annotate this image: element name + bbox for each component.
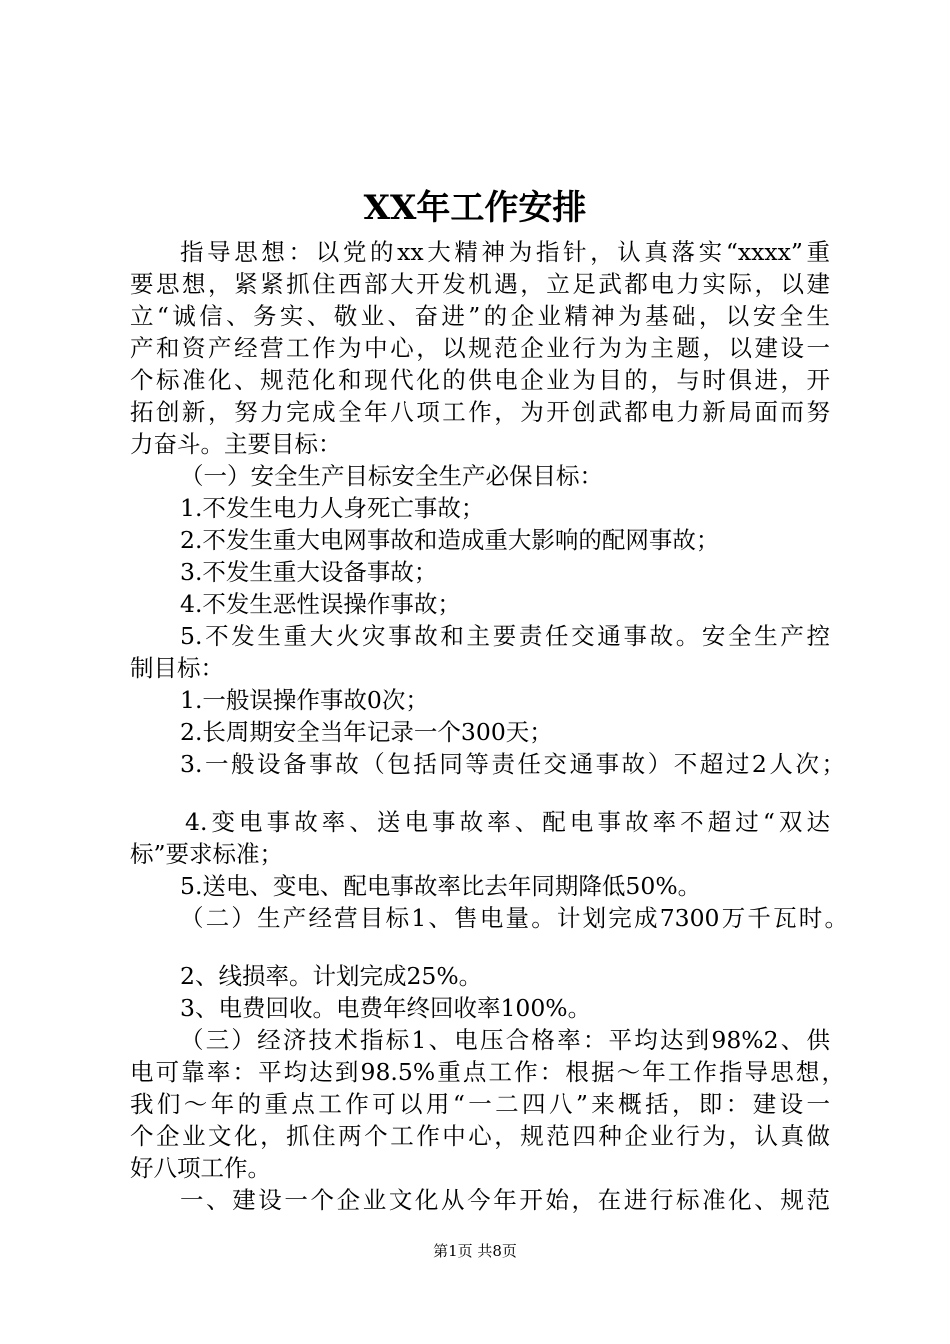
list-item: 5.不发生重大火灾事故和主要责任交通事故。安全生产控 <box>180 622 830 650</box>
text-line: 产和资产经营工作为中心，以规范企业行为为主题，以建设一 <box>130 334 830 362</box>
list-item: 1.一般误操作事故0次； <box>180 686 429 714</box>
list-item: 1.不发生电力人身死亡事故； <box>180 494 485 522</box>
text-line: 好八项工作。 <box>130 1154 271 1182</box>
section-heading: 一、建设一个企业文化从今年开始，在进行标准化、规范 <box>180 1186 830 1214</box>
page-footer: 第1页 共8页 <box>433 1242 517 1260</box>
text-line: 指导思想：以党的xx大精神为指针，认真落实“xxxx”重 <box>180 238 830 266</box>
text-line: 电可靠率：平均达到98.5%重点工作：根据～年工作指导思想， <box>130 1058 845 1086</box>
section-heading: （二）生产经营目标1、售电量。计划完成7300万千瓦时。 <box>180 904 848 932</box>
text-line: 我们～年的重点工作可以用“一二四八”来概括，即：建设一 <box>130 1090 830 1118</box>
list-item: 2、线损率。计划完成25%。 <box>180 962 483 990</box>
list-item: 2.不发生重大电网事故和造成重大影响的配网事故； <box>180 526 720 554</box>
list-item: 3.不发生重大设备事故； <box>180 558 438 586</box>
list-item: 3、电费回收。电费年终回收率100%。 <box>180 994 592 1022</box>
text-line: 制目标： <box>130 654 224 682</box>
section-heading: （三）经济技术指标1、电压合格率：平均达到98%2、供 <box>180 1026 830 1054</box>
text-line: 个企业文化，抓住两个工作中心，规范四种企业行为，认真做 <box>130 1122 830 1150</box>
list-item: 2.长周期安全当年记录一个300天； <box>180 718 553 746</box>
text-line: 力奋斗。主要目标： <box>130 430 342 458</box>
page-title: XX年工作安排 <box>363 188 587 228</box>
list-item: 4.变电事故率、送电事故率、配电事故率不超过“双达 <box>185 808 830 836</box>
list-item: 4.不发生恶性误操作事故； <box>180 590 461 618</box>
text-line: 标”要求标准； <box>130 840 284 868</box>
text-line: 立“诚信、务实、敬业、奋进”的企业精神为基础，以安全生 <box>130 302 830 330</box>
list-item: 3.一般设备事故（包括同等责任交通事故）不超过2人次； <box>180 750 845 778</box>
section-heading: （一）安全生产目标安全生产必保目标： <box>180 462 603 490</box>
list-item: 5.送电、变电、配电事故率比去年同期降低50%。 <box>180 872 702 900</box>
text-line: 要思想，紧紧抓住西部大开发机遇，立足武都电力实际，以建 <box>130 270 830 298</box>
text-line: 个标准化、规范化和现代化的供电企业为目的，与时俱进，开 <box>130 366 830 394</box>
text-line: 拓创新，努力完成全年八项工作，为开创武都电力新局面而努 <box>130 398 830 426</box>
